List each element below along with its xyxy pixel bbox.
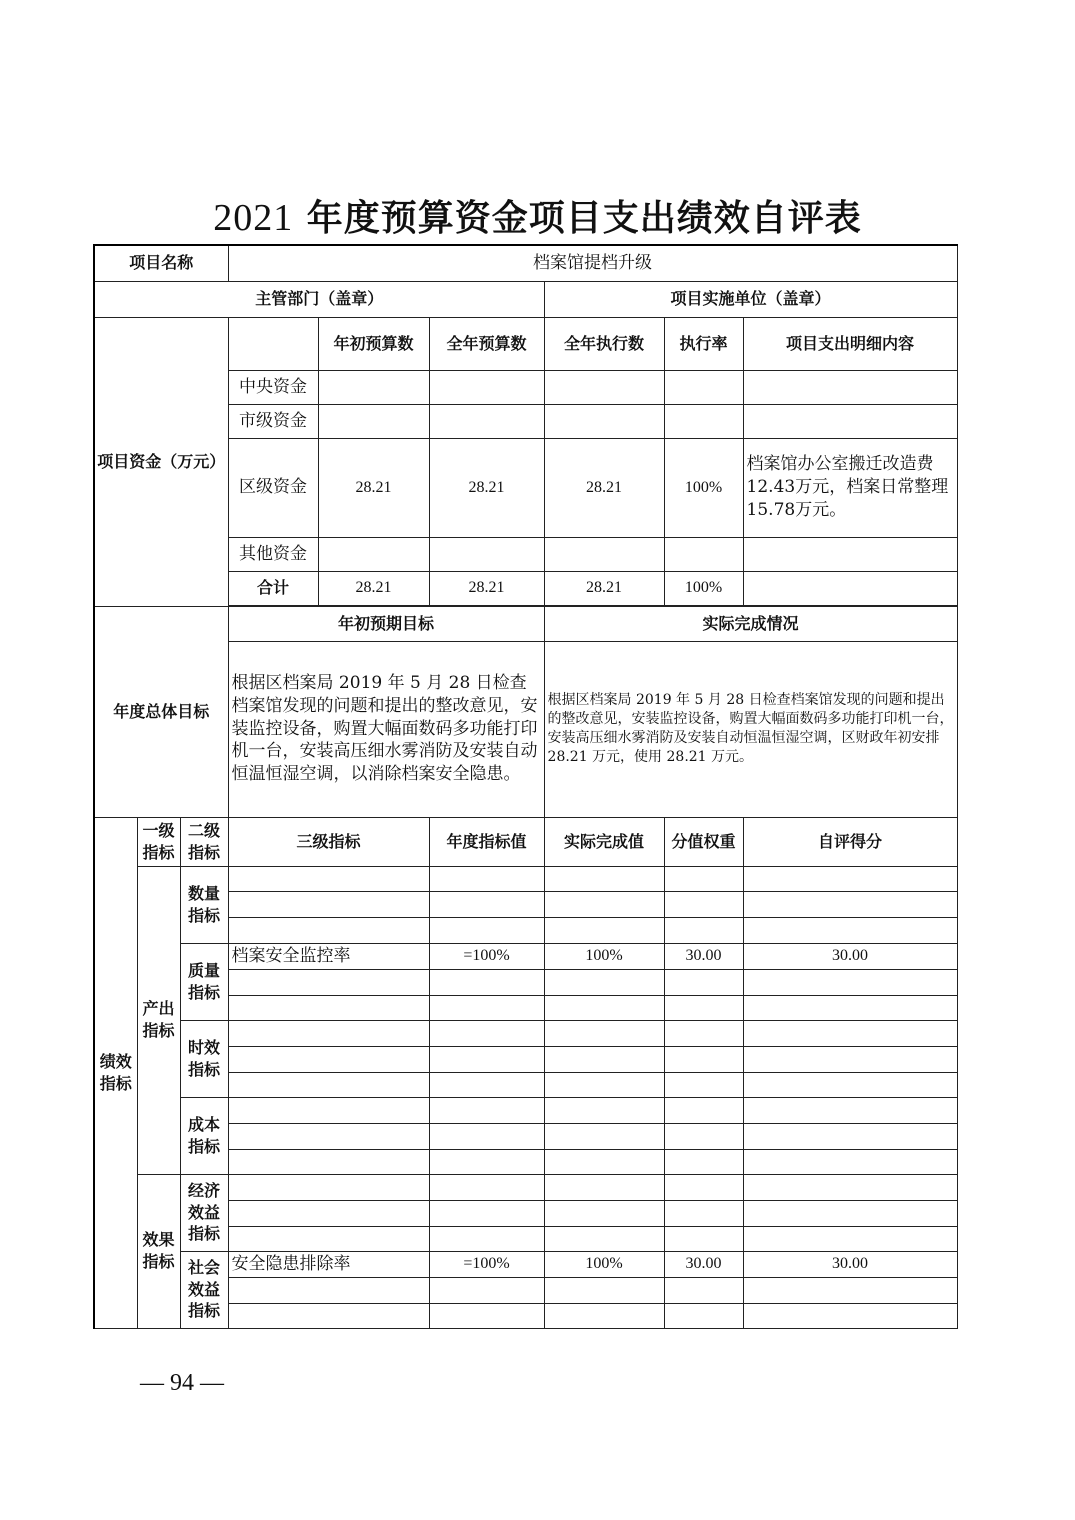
perf-cell <box>664 969 743 995</box>
funds-row-city: 市级资金 <box>228 404 318 438</box>
perf-cell <box>228 995 429 1020</box>
perf-cell <box>228 1200 429 1226</box>
funds-header-initial: 年初预算数 <box>318 317 429 370</box>
perf-cell <box>429 1174 544 1200</box>
perf-cell <box>429 1046 544 1072</box>
funds-header-rate: 执行率 <box>664 317 743 370</box>
perf-cell <box>544 917 664 943</box>
perf-cell <box>743 891 957 917</box>
funds-cell <box>429 537 544 571</box>
perf-cell <box>429 969 544 995</box>
perf-cell <box>544 1303 664 1328</box>
perf-cell <box>544 1097 664 1123</box>
funds-header-annual: 全年预算数 <box>429 317 544 370</box>
funds-cell: 28.21 <box>318 438 429 537</box>
funds-cell: 28.21 <box>544 438 664 537</box>
perf-cell <box>228 969 429 995</box>
funds-total-label: 合计 <box>228 571 318 605</box>
perf-header-score: 自评得分 <box>743 817 957 866</box>
perf-cell <box>743 1226 957 1251</box>
perf-cell <box>743 995 957 1020</box>
perf-cell <box>544 1046 664 1072</box>
perf-cell <box>228 1072 429 1097</box>
dept-label: 主管部门（盖章） <box>94 281 544 317</box>
perf-cell <box>429 1226 544 1251</box>
perf-cell <box>664 1072 743 1097</box>
perf-cell <box>228 1097 429 1123</box>
goal-label: 年度总体目标 <box>94 606 228 817</box>
perf-cell <box>429 1200 544 1226</box>
perf-cell <box>429 891 544 917</box>
funds-cell <box>664 537 743 571</box>
perf-cell <box>743 1046 957 1072</box>
funds-row-central: 中央资金 <box>228 370 318 404</box>
economic-indicator-label: 经济效益指标 <box>180 1174 228 1251</box>
quality-row-score: 30.00 <box>743 943 957 969</box>
social-row-weight: 30.00 <box>664 1251 743 1277</box>
perf-cell <box>743 1303 957 1328</box>
perf-cell <box>544 866 664 891</box>
perf-cell <box>544 1020 664 1046</box>
funds-cell <box>429 404 544 438</box>
social-indicator-label: 社会效益指标 <box>180 1251 228 1328</box>
social-row-target: =100% <box>429 1251 544 1277</box>
quantity-indicator-label: 数量指标 <box>180 866 228 943</box>
funds-cell <box>743 404 957 438</box>
perf-label: 绩效指标 <box>94 817 137 1328</box>
perf-cell <box>228 917 429 943</box>
funds-cell <box>544 537 664 571</box>
perf-cell <box>429 995 544 1020</box>
perf-cell <box>664 1174 743 1200</box>
perf-cell <box>544 1200 664 1226</box>
funds-cell <box>664 404 743 438</box>
perf-cell <box>429 1020 544 1046</box>
perf-cell <box>544 995 664 1020</box>
perf-cell <box>743 1200 957 1226</box>
perf-cell <box>664 1303 743 1328</box>
funds-row-other: 其他资金 <box>228 537 318 571</box>
perf-cell <box>544 1149 664 1174</box>
funds-cell <box>429 370 544 404</box>
funds-header-detail: 项目支出明细内容 <box>743 317 957 370</box>
perf-cell <box>228 1303 429 1328</box>
perf-cell <box>429 1303 544 1328</box>
funds-detail-text: 档案馆办公室搬迁改造费12.43万元，档案日常整理15.78万元。 <box>743 438 957 537</box>
perf-cell <box>664 1123 743 1149</box>
funds-cell: 100% <box>664 438 743 537</box>
perf-cell <box>664 891 743 917</box>
perf-cell <box>429 1277 544 1303</box>
funds-total-cell: 28.21 <box>544 571 664 605</box>
perf-cell <box>544 969 664 995</box>
perf-cell <box>429 1097 544 1123</box>
goal-expected-label: 年初预期目标 <box>228 606 544 641</box>
impl-unit-label: 项目实施单位（盖章） <box>544 281 957 317</box>
perf-cell <box>743 1097 957 1123</box>
funds-cell <box>318 537 429 571</box>
quality-row-weight: 30.00 <box>664 943 743 969</box>
perf-cell <box>743 1123 957 1149</box>
perf-header-weight: 分值权重 <box>664 817 743 866</box>
goal-actual-label: 实际完成情况 <box>544 606 957 641</box>
funds-cell <box>743 370 957 404</box>
performance-table <box>93 244 958 1329</box>
output-indicator-label: 产出指标 <box>137 866 180 1174</box>
perf-cell <box>664 917 743 943</box>
perf-cell <box>544 1174 664 1200</box>
perf-header-level3: 三级指标 <box>228 817 429 866</box>
effect-indicator-label: 效果指标 <box>137 1174 180 1328</box>
perf-cell <box>743 1149 957 1174</box>
perf-header-level1: 一级指标 <box>137 817 180 866</box>
funds-cell <box>544 370 664 404</box>
perf-cell <box>664 1200 743 1226</box>
page-number: — 94 — <box>140 1370 224 1396</box>
perf-cell <box>228 1174 429 1200</box>
funds-cell <box>318 404 429 438</box>
quality-row-name: 档案安全监控率 <box>228 943 429 969</box>
perf-cell <box>544 1072 664 1097</box>
perf-cell <box>228 1123 429 1149</box>
timeliness-indicator-label: 时效指标 <box>180 1020 228 1097</box>
perf-cell <box>664 1046 743 1072</box>
perf-cell <box>664 1277 743 1303</box>
perf-cell <box>544 1123 664 1149</box>
perf-cell <box>429 1123 544 1149</box>
perf-cell <box>228 866 429 891</box>
funds-cell <box>664 370 743 404</box>
funds-cell <box>743 537 957 571</box>
perf-cell <box>664 866 743 891</box>
perf-cell <box>664 1020 743 1046</box>
page-title: 2021 年度预算资金项目支出绩效自评表 <box>213 197 862 239</box>
perf-cell <box>544 891 664 917</box>
perf-cell <box>743 1174 957 1200</box>
funds-total-cell <box>743 571 957 605</box>
perf-cell <box>228 1226 429 1251</box>
funds-total-cell: 28.21 <box>318 571 429 605</box>
quality-row-target: =100% <box>429 943 544 969</box>
perf-cell <box>743 917 957 943</box>
project-name-value: 档案馆提档升级 <box>228 245 957 281</box>
funds-row-district: 区级资金 <box>228 438 318 537</box>
perf-cell <box>228 1277 429 1303</box>
perf-cell <box>664 995 743 1020</box>
funds-header-blank <box>228 317 318 370</box>
perf-cell <box>228 1149 429 1174</box>
perf-cell <box>544 1277 664 1303</box>
perf-cell <box>743 1072 957 1097</box>
goal-expected-text: 根据区档案局 2019 年 5 月 28 日检查档案馆发现的问题和提出的整改意见，安装监控设备，购置大幅面数码多功能打印机一台，安装高压细水雾消防及安装自动恒温恒湿空调，以消除档案安全隐患。 <box>228 641 544 817</box>
cost-indicator-label: 成本指标 <box>180 1097 228 1174</box>
social-row-actual: 100% <box>544 1251 664 1277</box>
perf-header-target: 年度指标值 <box>429 817 544 866</box>
social-row-score: 30.00 <box>743 1251 957 1277</box>
quality-row-actual: 100% <box>544 943 664 969</box>
perf-header-level2: 二级指标 <box>180 817 228 866</box>
perf-cell <box>743 866 957 891</box>
perf-cell <box>743 1277 957 1303</box>
project-name-label: 项目名称 <box>94 245 228 281</box>
perf-cell <box>228 891 429 917</box>
perf-cell <box>429 1072 544 1097</box>
perf-cell <box>228 1020 429 1046</box>
perf-cell <box>429 917 544 943</box>
perf-cell <box>743 969 957 995</box>
funds-cell: 28.21 <box>429 438 544 537</box>
perf-cell <box>743 1020 957 1046</box>
funds-cell <box>544 404 664 438</box>
funds-header-executed: 全年执行数 <box>544 317 664 370</box>
social-row-name: 安全隐患排除率 <box>228 1251 429 1277</box>
funds-total-cell: 100% <box>664 571 743 605</box>
perf-cell <box>664 1226 743 1251</box>
quality-indicator-label: 质量指标 <box>180 943 228 1020</box>
perf-cell <box>429 866 544 891</box>
perf-cell <box>544 1226 664 1251</box>
perf-cell <box>228 1046 429 1072</box>
funds-label: 项目资金（万元） <box>94 317 228 606</box>
goal-actual-text: 根据区档案局 2019 年 5 月 28 日检查档案馆发现的问题和提出的整改意见，安装监控设备，购置大幅面数码多功能打印机一台，安装高压细水雾消防及安装自动恒温恒湿空调，区财政年初安排 28.21 万元，使用 28.21 万元。 <box>544 641 957 817</box>
perf-header-actual: 实际完成值 <box>544 817 664 866</box>
perf-cell <box>429 1149 544 1174</box>
funds-total-cell: 28.21 <box>429 571 544 605</box>
funds-cell <box>318 370 429 404</box>
perf-cell <box>664 1149 743 1174</box>
perf-cell <box>664 1097 743 1123</box>
